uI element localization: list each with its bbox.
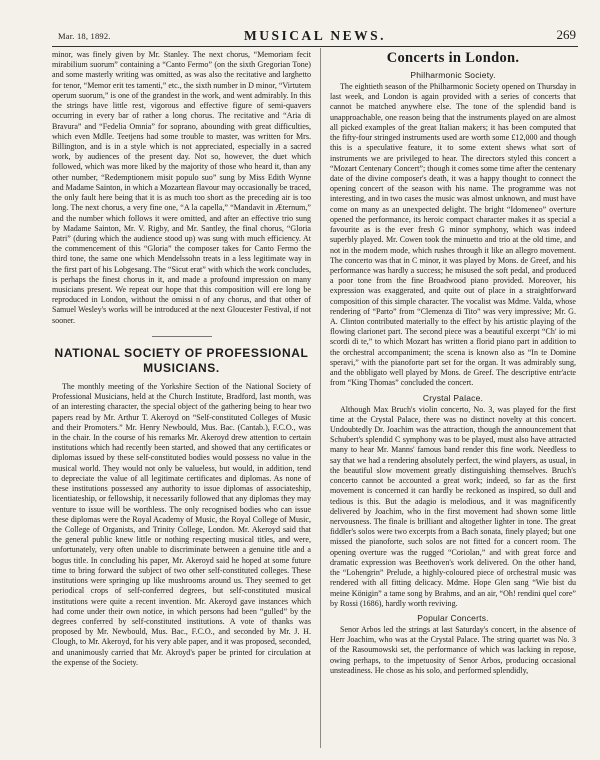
issue-date: Mar. 18, 1892. (58, 31, 111, 41)
page-header (52, 24, 578, 47)
section-separator (152, 336, 212, 337)
crystal-palace-article: Although Max Bruch's violin concerto, No. 3, was played for the first time at the Crystal Palace, there was no distinct novelty at this concert. Undoubtedly Dr. Joachim was the attraction, though the announcement that Schubert's splendid C symphony was to be played, must also have attracted many to hear Mr. Manns' famous band render this fine work. Needless to say that we had a rendering absolutely perfect, the wind players, as usual, in the beautiful slow movement greatly distinguishing themselves. Bruch's concerto cannot be accounted a great work; indeed, so far as the first movement is concerned it can hardly be reckoned as inspired, so dull and tedious is this. But the adagio is melodious, and it was magnificently delivered by Joachim, who in the first movement had shown some little nervousness. The finale is brilliant and altogether lighter in tone. The great fiddler's solos were two excerpts from a Bach sonata, finely played; but one missed the pianoforte, such solos are not fitted for a concert room. The opening overture was the rugged “Coriolan,” and with great force and dramatic expression was Beethoven's work delivered. On the other hand, the “Lohengrin” Prelude, a highly-coloured piece of orchestral music was rendered with all fitting delicacy. Mdme. Hope Glen sang “Wie bist du meine Königin” a tame song by Brahms, and an air, “Oh! rendini quel core” by Rossi (1686), hardly worth reviving. (330, 404, 576, 608)
popular-concerts-subhead: Popular Concerts. (417, 612, 489, 623)
column-divider (320, 48, 321, 748)
concerts-section-title: Concerts in London. (386, 50, 520, 66)
popular-concerts-article: Senor Arbos led the strings at last Saturday's concert, in the absence of Herr Joachim, who was at the Crystal Palace. The string quartet was No. 3 of the Rasoumowski set, the performance of which was lacking in repose, owing perhaps, to the impetuosity of Senor Arbos, producing occasional unsteadiness. He chose as his solo, and performed splendidly, (330, 624, 576, 675)
crystal-palace-subhead: Crystal Palace. (422, 392, 484, 403)
society-article-body: The monthly meeting of the Yorkshire Section of the National Society of Professional Musicians, held at the Church Institute, Bradford, last month, was of an interesting character, the special object of the gathering being to hear two papers read by Mr. Arthur T. Akeroyd on “Self-constituted Colleges of Music and their Promoters.” Mr. Henry Newbould, Mus. Bac. (Cantab.), F.C.O., was in the chair. In the course of his remarks Mr. Akeroyd drew attention to certain institutions which had recently been started, and showed that any certificates or diplomas issued by these self-constituted bodies would possess no value in the musical world. They would not only be valueless, but would, in addition, tend to depreciate the value of all legitimate certificates and diplomas. As none of these institutions possessed any authority to issue diplomas of associateship, licentiateship, or fellowship, it necessarily followed that any diplomas they may venture to issue will be worthless. The only recognised bodies who can issue these diplomas were the Royal Academy of Music, the Royal College of Music, the College of Organists, and Trinity College, London. Mr. Akeroyd said that the general public knew little or nothing respecting musical titles, and were, unfortunately, very often unable to discriminate between a genuine title and a bogus title. In concluding his paper, Mr. Akeroyd said he hoped at some future time to bring forward the subject of two other self-constituted colleges. These institutions were springing up like mushrooms around us. They seemed to get periodical crops of self-conferred degrees, but self-constituted musical institutions were quite a recent invention. Mr. Akeroyd gave instances which had come under their own notice, in which persons had been “gulled” by the degrees conferred by self-constituted institutions. A vote of thanks was proposed by Mr. Newbould, Mus. Bac., F.C.O., and seconded by Mr. J. H. Clough, to Mr. Akeroyd, for his very able paper, and it was proposed, seconded, and unanimously carried that Mr. Akroyd's paper be printed for circulation at the expense of the Society. (52, 381, 311, 667)
right-column (330, 50, 576, 676)
society-section-title: NATIONAL SOCIETY OF PROFESSIONAL MUSICIANS. (54, 345, 309, 375)
festival-review-continuation: minor, was finely given by Mr. Stanley. The next chorus, “Memoriam fecit mirabilium suorum” containing a “Canto Fermo” (on the sixth Gregorian Tone) and some masterly writing was omitted, as was also the recitative and larghetto for tenor, “Memor erit tes tamenti,” etc., the sixth number in D minor, “Virtutem operum suorum,” is one of the grandest in the work, and went admirably. In this the strings have little rest, vigorous and effective figure of semi-quavers occurring in every bar of rather a long chorus. The recitative and “Aria di Bravura” and “Fedelia Omnia” for soprano, abounding with great difficulties, which even Mdlle. Teetjens had some trouble to master, was written for Mrs. Billington, and is in a style which is not appreciated, especially in a sacred work, by audiences of the present day. Not so, however, the duet which followed, which was more liked by the majority of those who heard it, than any other number, “Redemptionem misit populo suo” sung by Miss Edith Wynne and Madame Sainton, in which a Mozartean flavour may occasionally be traced, the only fault here being that it is as much too short as the preceding air is too long. The next chorus, a very fine one, “A la capella,” “Mandavit in Æternum,” and the number which follows it were omitted, and after an effective trio sung by Madame Sainton, Mr. V. Rigby, and Mr. Santley, the final chorus, “Gloria Patri” (during which the audience stood up) was sung with much efficiency. At the commencement of this “Gloria” the composer takes for Canto Fermo the third tone, the same one which Mendelssohn treats in a less legitimate way in the first part of his Lobgesang. The “Sicut erat” with which the work concludes, is perhaps the finest chorus in it, and made a profound impression on many musicians present. We repeat our hope that this composition will ere long be reproduced in London, without the omissi n of any chorus, and that other of Samuel Wesley's works will be introduced at the next Gloucester Festival, if not sooner. (52, 50, 311, 325)
page-number: 269 (556, 27, 576, 42)
masthead-title: MUSICAL NEWS. (243, 28, 387, 43)
philharmonic-subhead: Philharmonic Society. (410, 70, 496, 80)
left-column (52, 50, 311, 668)
philharmonic-article: The eightieth season of the Philharmonic Society opened on Thursday in last week, and London is again provided with a series of concerts that cannot be matched anywhere else. The tone of the splendid band is unapproachable, one reason being that the instruments played on are almost all picked examples of the great Italian makers; it has been computed that the fifty-four stringed instruments used are worth some £12,000 and though this is a speculative feature, it to some extent shews what sort of instruments we are privileged to hear. The directors styled this concert a “Mozart Centenary Concert”; though it comes some time after the centenary date of the divine composer's death, it was a happy thought to connect the opening concert of the season with his name. The programme was not interesting, and in two cases the music was almost unknown, and must have come on many as an unexpected delight. The bright “Idomeneo” overture opened the performance, its heroic compact character makes it as special a favourite as is the ever fresh G minor symphony, which was indeed superbly played. Mr. Cowen took the minuetto and trio at the old time, and not in the modern mode, which rushes through it like an allegro movement. The concerto was that in C minor, it was played by Mons. de Greef, and his performance was hardly a success; he misused the soft pedal, and produced a poor tone from the fine Broadwood piano provided. Moreover, his expression was exaggerated, and quite out of place in a straightforward composition of this simple character. The vocalist was Mdme. Valda, whose rendering of “Parto” from “Clemenza di Tito” was very impressive; Mr. G. A. Clinton contributed materially to the effect by his artistic playing of the flowing clarionet part. The second piece was a beautiful excerpt “Ch' io mi scordi di te,” to which Mozart has written a florid piano part in addition to the orchestral accompaniment; the scena is known also as “In te Domine speravi,” with the pianoforte part set for the organ. It was admirably sung, and the obbligato well played by Mons. de Greef. The descriptive entr'acte from “King Thomas” concluded the concert. (330, 82, 576, 388)
